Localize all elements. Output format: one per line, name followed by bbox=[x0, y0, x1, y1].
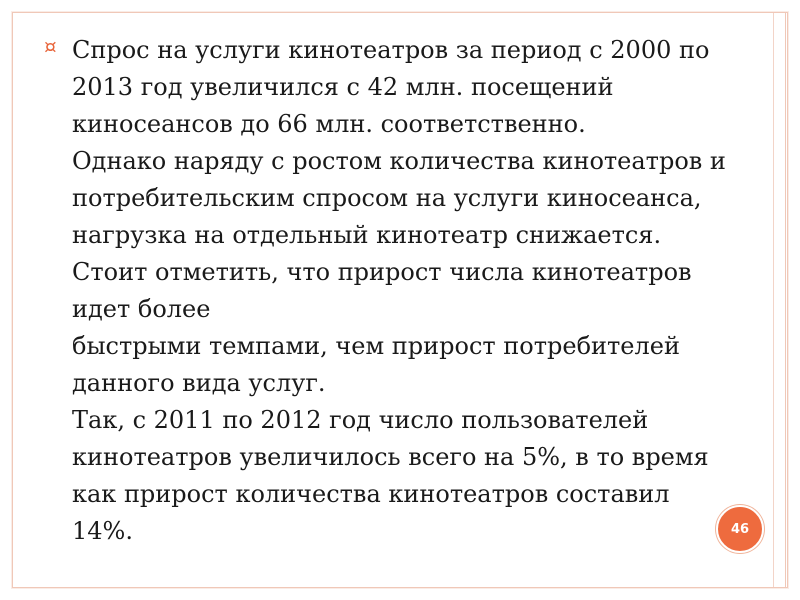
text-line: быстрыми темпами, чем прирост потребителей bbox=[72, 332, 680, 360]
frame-decor-line bbox=[785, 13, 786, 587]
text-line: как прирост количества кинотеатров составил bbox=[72, 480, 670, 508]
bullet-icon: ¤ bbox=[44, 34, 57, 58]
text-line: Так, с 2011 по 2012 год число пользователей bbox=[72, 406, 649, 434]
text-line: 14%. bbox=[72, 517, 133, 545]
text-line: нагрузка на отдельный кинотеатр снижается. bbox=[72, 221, 662, 249]
text-line: кинотеатров увеличилось всего на 5%, в то время bbox=[72, 443, 709, 471]
text-line: Спрос на услуги кинотеатров за период с 2000 по bbox=[72, 36, 710, 64]
text-line: потребительским спросом на услуги киносеанса, bbox=[72, 184, 702, 212]
text-line: данного вида услуг. bbox=[72, 369, 326, 397]
text-line: 2013 год увеличился с 42 млн. посещений bbox=[72, 73, 614, 101]
text-line: киносеансов до 66 млн. соответственно. bbox=[72, 110, 586, 138]
text-line: Стоит отметить, что прирост числа кинотеатров bbox=[72, 258, 692, 286]
page-number-badge: 46 bbox=[716, 505, 764, 553]
slide-body-text bbox=[72, 32, 762, 550]
text-line: Однако наряду с ростом количества кинотеатров и bbox=[72, 147, 726, 175]
text-line: идет более bbox=[72, 295, 211, 323]
frame-decor-line bbox=[773, 13, 774, 587]
